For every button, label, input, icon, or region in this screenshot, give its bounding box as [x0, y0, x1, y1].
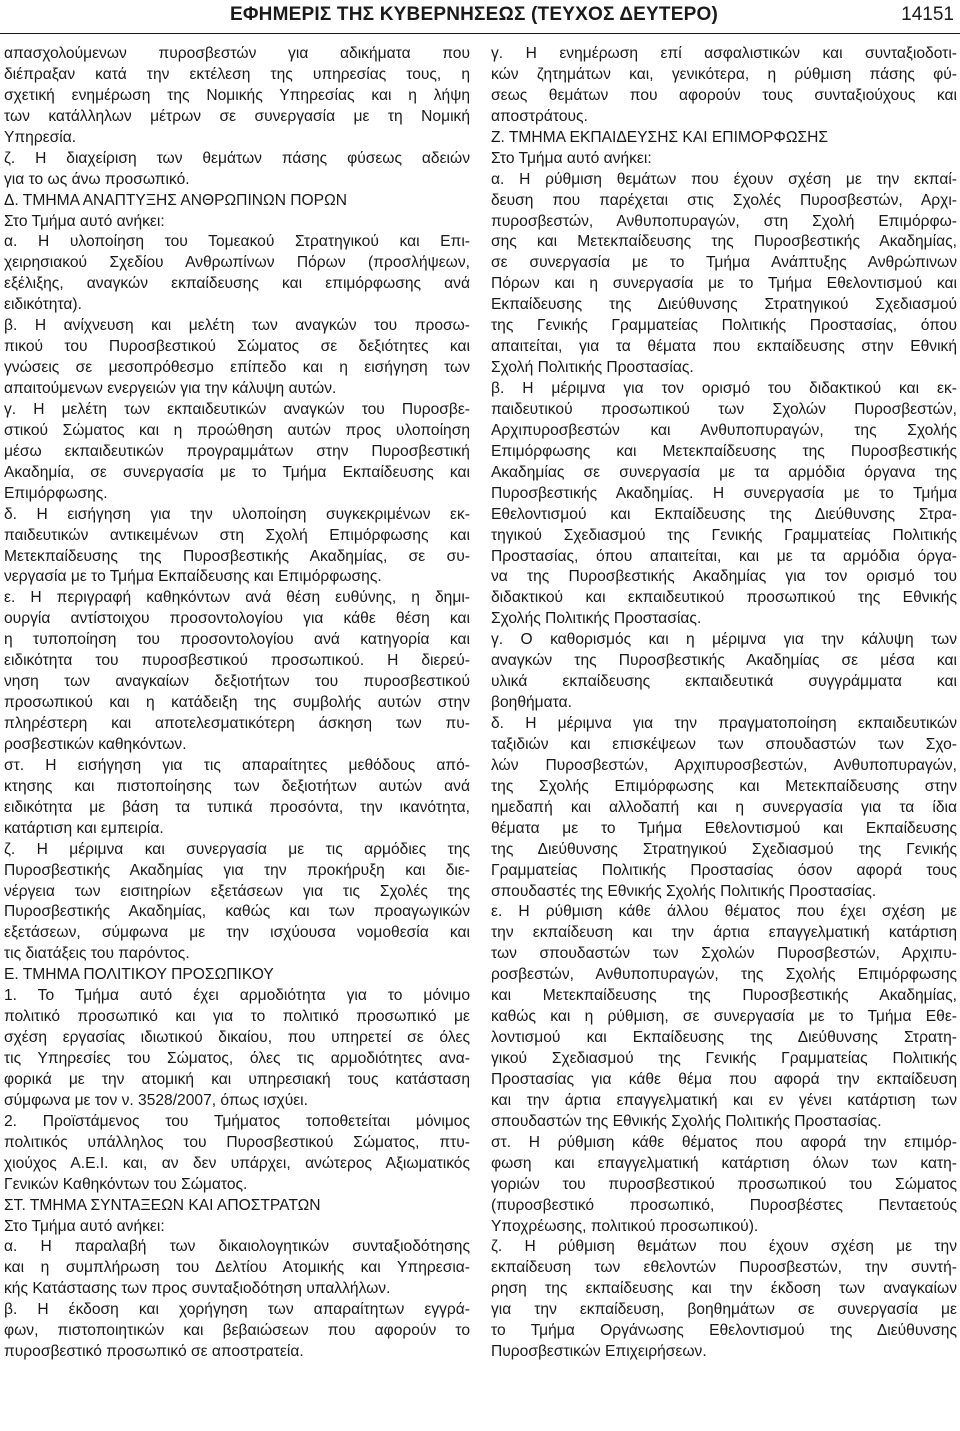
- text-line: μέσω εκπαιδευτικών προγραμμάτων στην Πυροσβεστική: [4, 442, 470, 460]
- text-line: Εκπαίδευσης της Διεύθυνσης Στρατηγικού Σχεδιασμού: [491, 296, 957, 314]
- header-rule: [0, 33, 960, 34]
- text-line: χειρησιακού Σχεδίου Ανθρωπίνων Πόρων (προσλήψεων,: [4, 254, 470, 272]
- text-line: της Γενικής Γραμματείας Πολιτικής Προστασίας, όπου: [491, 317, 957, 335]
- text-line: ζ. Η ρύθμιση θεμάτων που έχουν σχέση με την: [491, 1238, 957, 1256]
- text-line: ταξιδιών και επισκέψεων των σπουδαστών των Σχο-: [491, 735, 957, 753]
- text-line: και Μετεκπαίδευσης της Πυροσβεστικής Ακαδημίας,: [491, 987, 957, 1005]
- text-line: λών Πυροσβεστών, Αρχιπυροσβεστών, Ανθυποπυραγών,: [491, 756, 957, 774]
- text-line: γνώσεις σε μεσοπρόθεσμο επίπεδο και η εισήγηση των: [4, 359, 470, 377]
- text-line: αποστράτους.: [491, 107, 588, 125]
- text-line: Ακαδημία, σε συνεργασία με το Τμήμα Εκπαίδευσης και: [4, 463, 470, 481]
- text-line: διδακτικού και εκπαιδευτικού προσωπικού της Εθνικής: [491, 589, 957, 607]
- text-line: των κατάλληλων μέτρων σε συνεργασία με τη Νομική: [4, 107, 470, 125]
- text-line: θέματα με το Τμήμα Εθελοντισμού και Εκπαίδευσης: [491, 819, 957, 837]
- text-line: πυροσβεστικό προσωπικό σε αποστρατεία.: [4, 1343, 304, 1361]
- text-line: την εκπαίδευση και την άρτια επαγγελματική κατάρτιση: [491, 924, 957, 942]
- text-line: και η συμπλήρωση του Δελτίου Ατομικής και Υπηρεσια-: [4, 1259, 470, 1277]
- text-line: ε. Η ρύθμιση κάθε άλλου θέματος που έχει σχέση με: [491, 903, 957, 921]
- text-line: φων, πιστοποιητικών και βεβαιώσεων που αφορούν το: [4, 1322, 470, 1340]
- text-line: πυροσβεστών, Ανθυποπυραγών, στη Σχολή Επιμόρφω-: [491, 212, 957, 230]
- text-line: Γενικών Καθηκόντων του Σώματος.: [4, 1175, 248, 1193]
- text-line: γ. Η ενημέρωση επί ασφαλιστικών και συνταξιοδοτι-: [491, 45, 957, 62]
- text-line: β. Η μέριμνα για τον ορισμό του διδακτικού και εκ-: [491, 380, 957, 397]
- text-line: η τυποποίηση του προσοντολογίου ανά κατηγορία και: [4, 631, 470, 649]
- text-line: για το ως άνω προσωπικό.: [4, 170, 190, 188]
- text-line: β. Η ανίχνευση και μελέτη των αναγκών του προσω-: [4, 317, 470, 335]
- text-line: απαιτούμενων ενεργειών για την κάλυψη αυτών.: [4, 380, 337, 397]
- text-line: Μετεκπαίδευσης της Πυροσβεστικής Ακαδημίας, σε συ-: [4, 547, 470, 565]
- text-line: Επιμόρφωσης.: [4, 484, 108, 502]
- text-line: Υπηρεσία.: [4, 128, 77, 146]
- text-line: Επιμόρφωσης και Μετεκπαίδευσης της Πυροσβεστικής: [491, 442, 957, 460]
- text-line: στ. Η ρύθμιση κάθε θέματος που αφορά την επιμόρ-: [491, 1133, 957, 1151]
- gazette-title: ΕΦΗΜΕΡΙΣ ΤΗΣ ΚΥΒΕΡΝΗΣΕΩΣ (ΤΕΥΧΟΣ ΔΕΥΤΕΡΟ): [230, 4, 718, 25]
- text-line: ρηση της εκπαίδευσης και την έκδοση των αναγκαίων: [491, 1280, 957, 1298]
- text-line: Γραμματείας Πολιτικής Προστασίας όσον αφορά τους: [491, 861, 957, 879]
- text-line: Πυροσβεστικών Επιχειρήσεων.: [491, 1343, 707, 1361]
- text-line: τις Υπηρεσίες του Σώματος, όλες τις αρμοδιότητες ανα-: [4, 1050, 470, 1067]
- text-line: σπουδαστές της Εθνικής Σχολής Πολιτικής Προστασίας.: [491, 882, 877, 900]
- text-line: πληρέστερη και αποτελεσματικότερη άσκηση των πυ-: [4, 715, 470, 732]
- text-line: κών ζητημάτων και, γενικότερα, η ρύθμιση πάσης φύ-: [491, 65, 957, 83]
- right-column: [491, 44, 957, 1363]
- text-line: παιδευτικών αντικειμένων στη Σχολή Επιμόρφωσης και: [4, 526, 470, 544]
- text-line: της Σχολής Επιμόρφωσης και Μετεκπαίδευσης στην: [491, 777, 957, 795]
- text-line: εξέλιξης, αναγκών εκπαίδευσης και επιμόρφωσης ανά: [4, 275, 470, 293]
- text-line: 2. Προϊστάμενος του Τμήματος τοποθετείται μόνιμος: [4, 1112, 470, 1130]
- text-line: Ζ. ΤΜΗΜΑ ΕΚΠΑΙΔΕΥΣΗΣ ΚΑΙ ΕΠΙΜΟΡΦΩΣΗΣ: [491, 128, 829, 146]
- text-line: των σπουδαστών των Σχολών Πυροσβεστών, Αρχιπυ-: [491, 945, 957, 963]
- text-line: ροσβεστικών καθηκόντων.: [4, 735, 187, 753]
- text-line: Προστασίας για κάθε θέμα που αφορά την εκπαίδευση: [491, 1070, 957, 1088]
- text-line: καθώς και η ρύθμιση, σε συνεργασία με το Τμήμα Εθε-: [491, 1008, 957, 1026]
- text-line: σπουδαστών της Εθνικής Σχολής Πολιτικής Προστασίας.: [491, 1112, 882, 1130]
- text-line: Ε. ΤΜΗΜΑ ΠΟΛΙΤΙΚΟΥ ΠΡΟΣΩΠΙΚΟΥ: [4, 966, 274, 984]
- text-line: δ. Η μέριμνα για την πραγματοποίηση εκπαιδευτικών: [491, 715, 957, 732]
- text-line: φωση και επαγγελματική κατάρτιση όλων των κατη-: [491, 1154, 957, 1172]
- text-line: απασχολούμενων πυροσβεστών για αδικήματα που: [4, 45, 470, 62]
- text-line: Δ. ΤΜΗΜΑ ΑΝΑΠΤΥΞΗΣ ΑΝΘΡΩΠΙΝΩΝ ΠΟΡΩΝ: [4, 191, 348, 209]
- text-line: τις διατάξεις του παρόντος.: [4, 945, 190, 963]
- text-line: ειδικότητα με βάση τα τυπικά προσόντα, την ικανότητα,: [4, 798, 470, 816]
- text-line: Προστασίας, όπου απαιτείται, και με τα αρμόδια όργα-: [491, 547, 957, 565]
- text-line: απαιτείται, για τα θέματα που εκπαίδευσης στην Εθνική: [491, 338, 957, 356]
- text-line: σχετική ενημέρωση της Νομικής Υπηρεσίας και η λήψη: [4, 86, 470, 104]
- text-line: προσωπικού και η κατάδειξη της συμβολής αυτών στην: [4, 694, 470, 712]
- text-line: ΣΤ. ΤΜΗΜΑ ΣΥΝΤΑΞΕΩΝ ΚΑΙ ΑΠΟΣΤΡΑΤΩΝ: [4, 1196, 321, 1214]
- text-line: πολιτικό προσωπικό και για το πολιτικό προσωπικό με: [4, 1008, 470, 1026]
- text-line: σε συνεργασία με το Τμήμα Ανάπτυξης Ανθρώπινων: [491, 254, 957, 272]
- text-line: παιδευτικού προσωπικού των Σχολών Πυροσβεστών,: [491, 400, 957, 418]
- text-line: β. Η έκδοση και χορήγηση των απαραίτητων εγγρά-: [4, 1301, 470, 1319]
- text-line: να της Πυροσβεστικής Ακαδημίας για τον ορισμό του: [491, 568, 957, 586]
- text-line: Σχολής Πολιτικής Προστασίας.: [491, 610, 702, 628]
- text-line: Ακαδημίας σε συνεργασία με τα αρμόδια όργανα της: [491, 463, 957, 481]
- text-line: φορικά με την ατομική και υπηρεσιακή τους κατάσταση: [4, 1070, 470, 1088]
- text-line: ουργία αντίστοιχου προσοντολογίου για κάθε θέση και: [4, 610, 470, 628]
- text-line: ειδικότητα του πυροσβεστικού προσωπικού. Η διερεύ-: [4, 652, 470, 670]
- text-line: Πυροσβεστικής Ακαδημίας για την προκήρυξη και διε-: [4, 861, 470, 879]
- text-line: Σχολή Πολιτικής Προστασίας.: [491, 359, 694, 377]
- text-line: Στο Τμήμα αυτό ανήκει:: [491, 149, 652, 167]
- text-line: στ. Η εισήγηση για τις απαραίτητες μεθόδους από-: [4, 756, 470, 774]
- text-line: γ. Η μελέτη των εκπαιδευτικών αναγκών του Πυροσβε-: [4, 400, 470, 418]
- text-line: βοηθήματα.: [491, 694, 572, 712]
- text-line: κτησης και πιστοποίησης των δεξιοτήτων αυτών ανά: [4, 777, 470, 795]
- text-line: σης και Μετεκπαίδευσης της Πυροσβεστικής Ακαδημίας,: [491, 233, 957, 251]
- left-column: [4, 44, 470, 1363]
- text-line: εκπαίδευση των εθελοντών Πυροσβεστών, την συντή-: [491, 1259, 957, 1277]
- text-line: κατάρτιση και εμπειρία.: [4, 819, 164, 837]
- text-line: της Διεύθυνσης Στρατηγικού Σχεδιασμού της Γενικής: [491, 840, 957, 858]
- text-line: διέπραξαν κατά την εκτέλεση της υπηρεσίας τους, η: [4, 65, 470, 83]
- text-line: α. Η υλοποίηση του Τομεακού Στρατηγικού και Επι-: [4, 233, 470, 251]
- text-line: Υποχρέωσης, πολιτικού προσωπικού).: [491, 1217, 759, 1235]
- text-line: δευση που παρέχεται στις Σχολές Πυροσβεστών, Αρχι-: [491, 191, 957, 209]
- text-line: χιούχος Α.Ε.Ι. και, αν δεν υπάρχει, ανώτερος Αξιωματικός: [4, 1154, 470, 1172]
- text-line: ζ. Η διαχείριση των θεμάτων πάσης φύσεως αδειών: [4, 149, 470, 167]
- text-line: σχέση εργασίας ιδιωτικού δικαίου, που υπηρετεί σε όλες: [4, 1029, 470, 1047]
- text-line: (πυροσβεστικό προσωπικό, Πυροσβέστες Πενταετούς: [491, 1196, 957, 1214]
- text-line: Αρχιπυροσβεστών και Ανθυποπυραγών, της Σχολής: [491, 421, 957, 439]
- text-line: τηγικού Σχεδιασμού της Γενικής Γραμματείας Πολιτικής: [491, 526, 957, 544]
- text-line: στικού Σώματος και η προώθηση αυτών προς υλοποίηση: [4, 421, 470, 439]
- text-line: α. Η παραλαβή των δικαιολογητικών συνταξιοδότησης: [4, 1238, 470, 1256]
- text-line: γοριών του πυροσβεστικού προσωπικού του Σώματος: [491, 1175, 957, 1193]
- text-line: Πυροσβεστικής Ακαδημίας, καθώς και των προαγωγικών: [4, 903, 470, 921]
- text-line: και την άρτια επαγγελματική και εν γένει κατάρτιση των: [491, 1091, 957, 1109]
- text-line: νηση των αναγκαίων δεξιοτήτων του πυροσβεστικού: [4, 673, 470, 691]
- text-line: για την εκπαίδευση, βοηθημάτων σε συνεργασία με: [491, 1301, 957, 1319]
- text-line: γικού Σχεδιασμού της Γενικής Γραμματείας Πολιτικής: [491, 1050, 957, 1067]
- text-line: ροσβεστών, Ανθυποπυραγών, της Σχολής Επιμόρφωσης: [491, 966, 957, 984]
- text-line: δ. Η εισήγηση για την υλοποίηση συγκεκριμένων εκ-: [4, 505, 470, 523]
- text-line: νεργασία με το Τμήμα Εκπαίδευσης και Επιμόρφωσης.: [4, 568, 382, 586]
- text-line: σύμφωνα με τον ν. 3528/2007, όπως ισχύει.: [4, 1091, 308, 1109]
- text-line: Πόρων και η συνεργασία με το Τμήμα Εθελοντισμού και: [491, 275, 957, 293]
- text-line: Εθελοντισμού και Εκπαίδευσης της Διεύθυνσης Στρα-: [491, 505, 957, 523]
- text-line: γ. Ο καθορισμός και η μέριμνα για την κάλυψη των: [491, 631, 957, 649]
- text-line: Στο Τμήμα αυτό ανήκει:: [4, 212, 165, 230]
- text-line: νέργεια των εισιτηρίων εξετάσεων για τις Σχολές της: [4, 882, 470, 900]
- text-line: Στο Τμήμα αυτό ανήκει:: [4, 1217, 165, 1235]
- text-line: πολιτικός υπάλληλος του Πυροσβεστικού Σώματος, πτυ-: [4, 1133, 470, 1151]
- text-line: ημεδαπή και αλλοδαπή και η συνεργασία για τα ίδια: [491, 798, 957, 816]
- text-line: κής Κατάστασης των προς συνταξιοδότηση υπαλλήλων.: [4, 1280, 391, 1298]
- text-line: το Τμήμα Οργάνωσης Εθελοντισμού της Διεύθυνσης: [491, 1322, 957, 1340]
- text-line: πικού του Πυροσβεστικού Σώματος σε δεξιότητες και: [4, 338, 470, 356]
- text-line: Πυροσβεστικής Ακαδημίας. Η συνεργασία με το Τμήμα: [491, 484, 957, 502]
- text-line: αναγκών της Πυροσβεστικής Ακαδημίας σε μέσα και: [491, 652, 957, 670]
- text-line: εξετάσεων, σύμφωνα με την ισχύουσα νομοθεσία και: [4, 924, 470, 942]
- text-line: α. Η ρύθμιση θεμάτων που έχουν σχέση με την εκπαί-: [491, 170, 957, 188]
- text-line: ειδικότητα).: [4, 296, 82, 314]
- text-line: σεως θεμάτων που αφορούν τους συνταξιούχους και: [491, 86, 957, 104]
- page-number: 14151: [901, 4, 954, 25]
- text-line: ε. Η περιγραφή καθηκόντων ανά θέση ευθύνης, η δημι-: [4, 589, 470, 607]
- page-header: [0, 0, 960, 34]
- text-line: ζ. Η μέριμνα και συνεργασία με τις αρμόδιες της: [4, 840, 470, 858]
- text-line: υλικά εκπαίδευσης εκπαιδευτικά συγγράμματα και: [491, 673, 957, 691]
- text-line: λοντισμού και Εκπαίδευσης της Διεύθυνσης Στρατη-: [491, 1029, 957, 1047]
- text-line: 1. Το Τμήμα αυτό έχει αρμοδιότητα για το μόνιμο: [4, 987, 470, 1005]
